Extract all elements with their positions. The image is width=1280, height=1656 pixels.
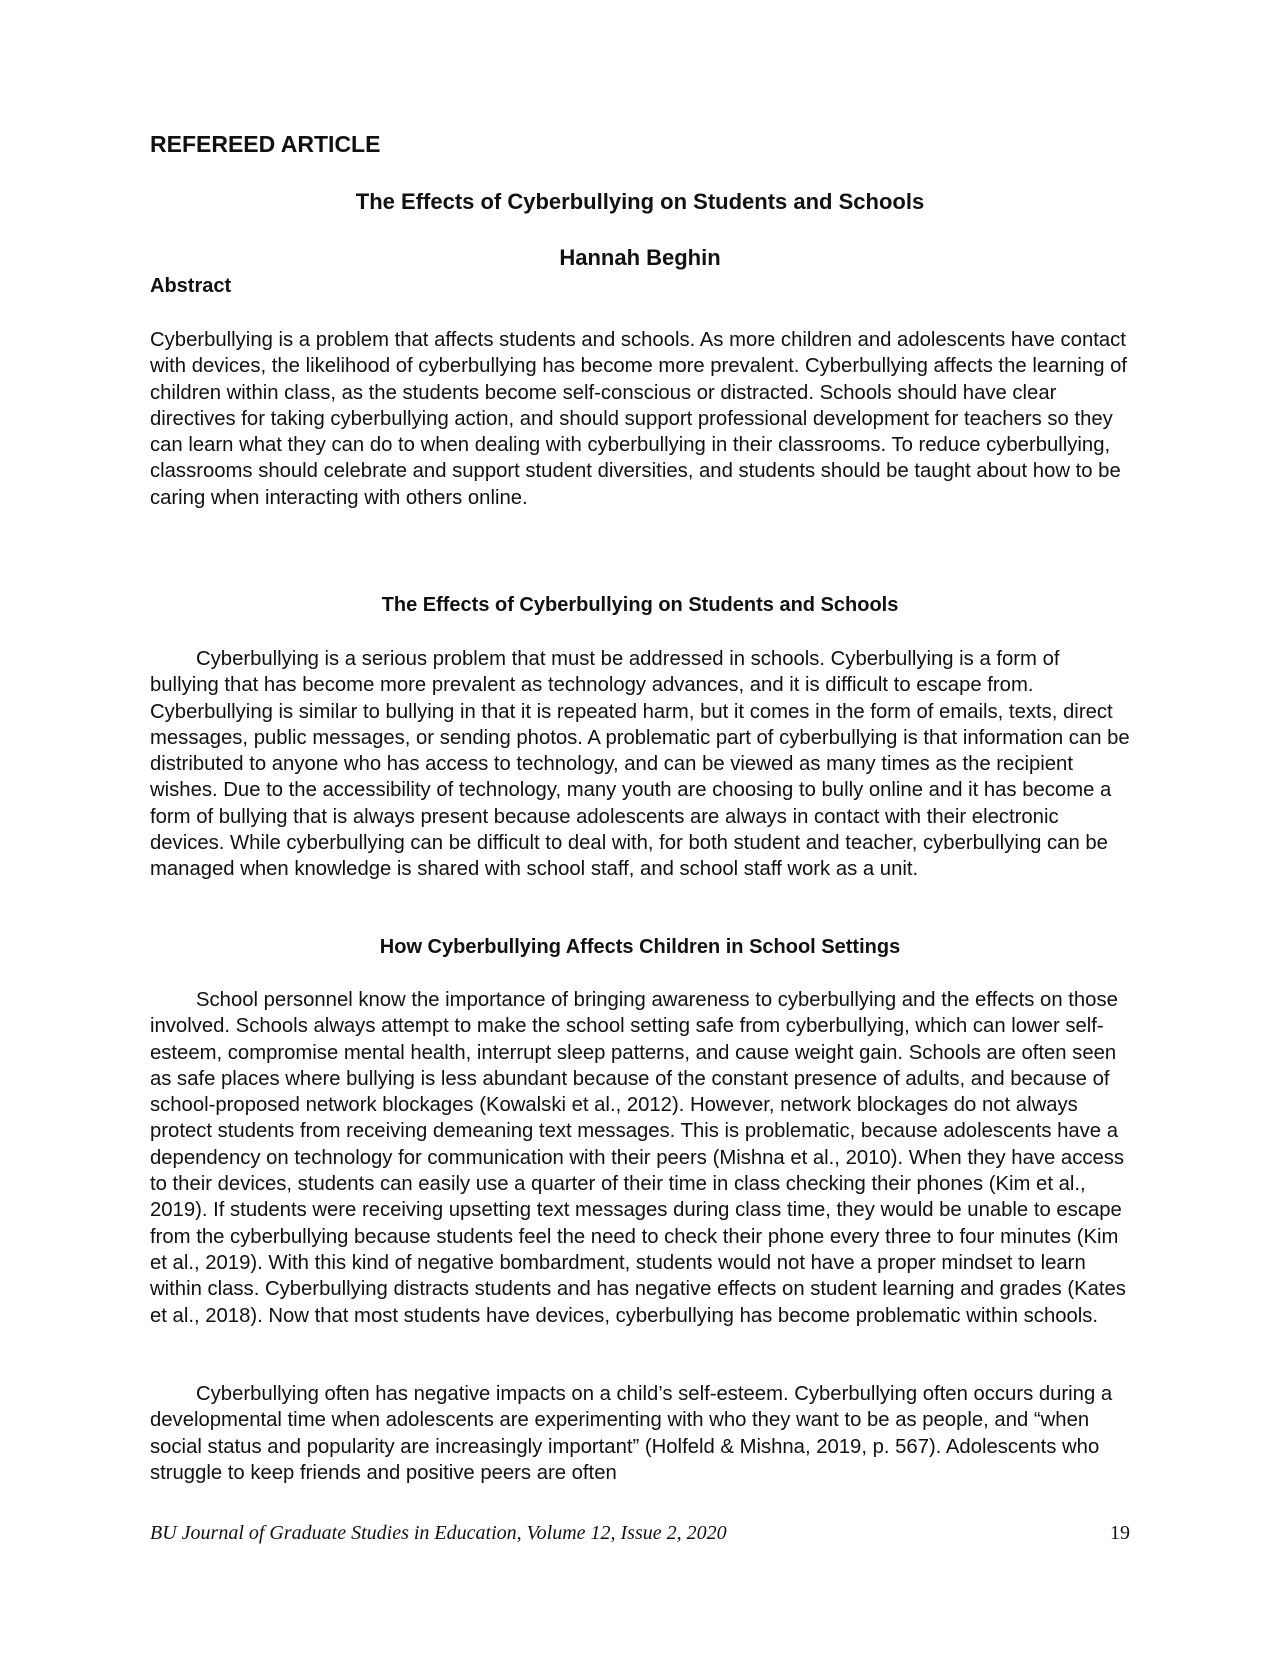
article-page — [150, 0, 1130, 1656]
article-author: Hannah Beghin — [559, 245, 721, 270]
school-settings-paragraph-2: Cyberbullying often has negative impacts on a child’s self-esteem. Cyberbullying often occurs during a developmental time when adolescents are experimenting with who they want to be as people, and “when social status and popularity are increasingly important” (Holfeld & Mishna, 2019, p. 567). Adolescents who struggle to keep friends and positive peers are often — [150, 1383, 1113, 1484]
article-title: The Effects of Cyberbullying on Students and Schools — [355, 189, 925, 214]
school-settings-paragraph-1: School personnel know the importance of bringing awareness to cyberbullying and the effects on those involved. Schools always attempt to make the school setting safe from cyberbullying, which can lower self-esteem, compromise mental health, interrupt sleep patterns, and cause weight gain. Schools are often seen as safe places where bullying is less abundant because of the constant presence of adults, and because of school-proposed network blockages (Kowalski et al., 2012). However, network blockages do not always protect students from receiving demeaning text messages. This is problematic, because adolescents have a dependency on technology for communication with their peers (Mishna et al., 2010). When they have access to their devices, students can easily use a quarter of their time in class checking their phones (Kim et al., 2019). If students were receiving upsetting text messages during class time, they would be unable to escape from the cyberbullying because students feel the need to check their phone every three to four minutes (Kim et al., 2019). With this kind of negative bombardment, students would not have a proper mindset to learn within class. Cyberbullying distracts students and has negative effects on student learning and grades (Kates et al., 2018). Now that most students have devices, cyberbullying has become problematic within schools. — [150, 989, 1126, 1327]
section-heading-introduction: The Effects of Cyberbullying on Students and Schools — [381, 594, 899, 616]
section-heading-school-settings: How Cyberbullying Affects Children in School Settings — [379, 936, 901, 958]
abstract-heading: Abstract — [150, 275, 232, 297]
footer-journal-citation: BU Journal of Graduate Studies in Education, Volume 12, Issue 2, 2020 — [150, 1522, 727, 1544]
page-number: 19 — [1110, 1522, 1130, 1544]
article-type-label: REFEREED ARTICLE — [150, 131, 381, 157]
abstract-text: Cyberbullying is a problem that affects students and schools. As more children and adolescents have contact with devices, the likelihood of cyberbullying has become more prevalent. Cyberbullying affects the learning of children within class, as the students become self-conscious or distracted. Schools should have clear directives for taking cyberbullying action, and should support professional development for teachers so they can learn what they can do to when dealing with cyberbullying in their classrooms. To reduce cyberbullying, classrooms should celebrate and support student diversities, and students should be taught about how to be caring when interacting with others online. — [150, 329, 1128, 509]
page-footer — [150, 1521, 1130, 1545]
introduction-paragraph: Cyberbullying is a serious problem that must be addressed in schools. Cyberbullying is a form of bullying that has become more prevalent as technology advances, and it is difficult to escape from. Cyberbullying is similar to bullying in that it is repeated harm, but it comes in the form of emails, texts, direct messages, public messages, or sending photos. A problematic part of cyberbullying is that information can be distributed to anyone who has access to technology, and can be viewed as many times as the recipient wishes. Due to the accessibility of technology, many youth are choosing to bully online and it has become a form of bullying that is always present because adolescents are always in contact with their electronic devices. While cyberbullying can be difficult to deal with, for both student and teacher, cyberbullying can be managed when knowledge is shared with school staff, and school staff work as a unit. — [150, 648, 1130, 881]
